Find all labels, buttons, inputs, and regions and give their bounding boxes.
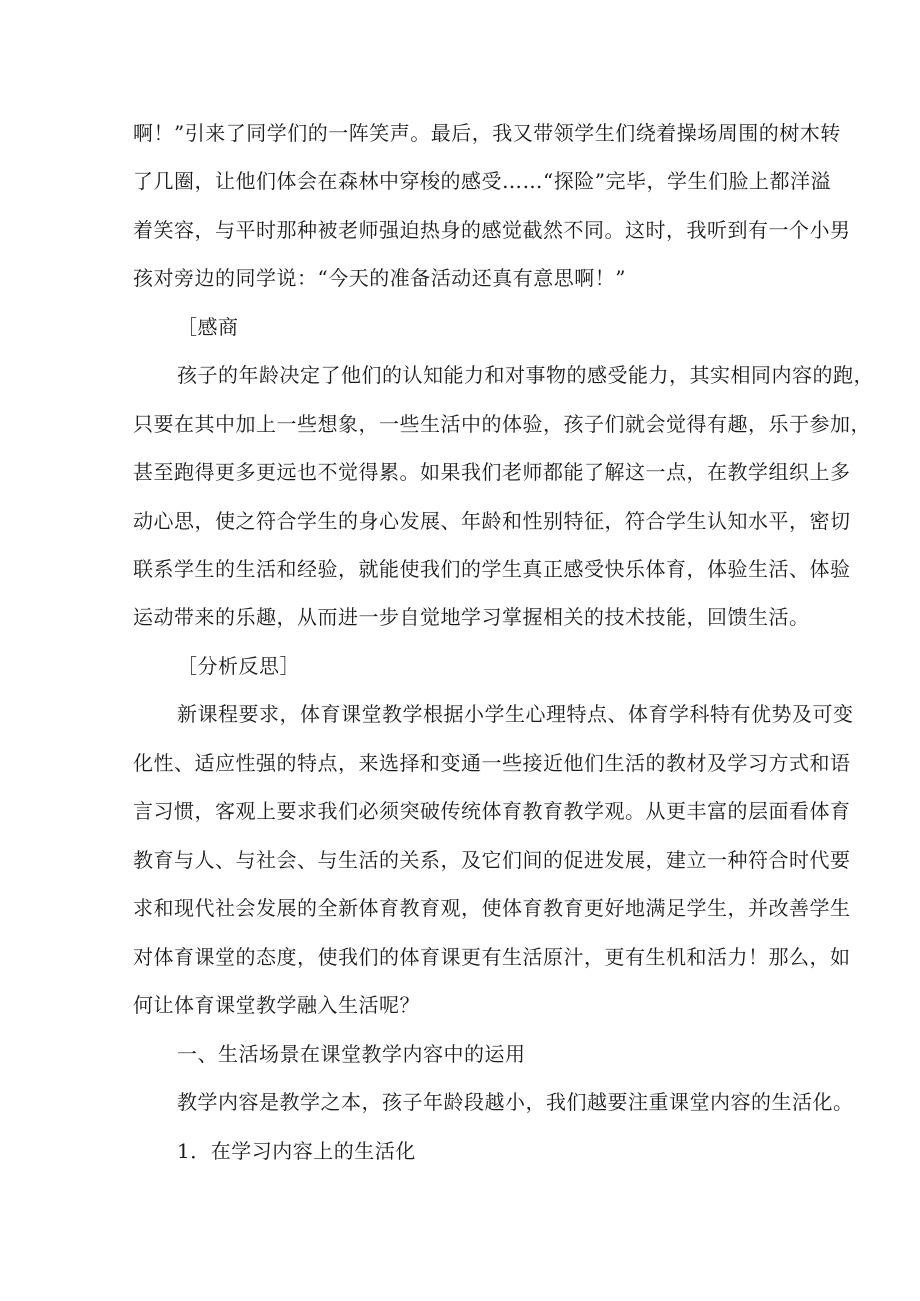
section-heading: ［感商 xyxy=(177,315,239,339)
paragraph-line: 孩子的年龄决定了他们的认知能力和对事物的感受能力，其实相同内容的跑， xyxy=(177,363,874,387)
paragraph-line: 着笑容，与平时那种被老师强迫热身的感觉截然不同。这时，我听到有一个小男 xyxy=(133,218,851,242)
paragraph-line: 运动带来的乐趣，从而进一步自觉地学习掌握相关的技术技能，回馈生活。 xyxy=(133,605,810,629)
subsection-heading: 1．在学习内容上的生活化 xyxy=(177,1139,416,1163)
paragraph-line: 何让体育课堂教学融入生活呢？ xyxy=(133,993,420,1017)
paragraph-line: 教学内容是教学之本，孩子年龄段越小，我们越要注重课堂内容的生活化。 xyxy=(177,1090,854,1114)
paragraph-line: 孩对旁边的同学说：“今天的准备活动还真有意思啊！” xyxy=(133,266,626,290)
paragraph-line: 教育与人、与社会、与生活的关系，及它们间的促进发展，建立一种符合时代要 xyxy=(133,848,851,872)
paragraph-line: 只要在其中加上一些想象，一些生活中的体验，孩子们就会觉得有趣，乐于参加， xyxy=(133,412,871,436)
paragraph-line: 对体育课堂的态度，使我们的体育课更有生活原汁，更有生机和活力！那么，如 xyxy=(133,945,851,969)
paragraph-line: 新课程要求，体育课堂教学根据小学生心理特点、体育学科特有优势及可变 xyxy=(177,702,854,726)
paragraph-line: 联系学生的生活和经验，就能使我们的学生真正感受快乐体育，体验生活、体验 xyxy=(133,557,851,581)
paragraph-line: 动心思，使之符合学生的身心发展、年龄和性别特征，符合学生认知水平，密切 xyxy=(133,509,851,533)
paragraph-line: 言习惯，客观上要求我们必须突破传统体育教育教学观。从更丰富的层面看体育 xyxy=(133,799,851,823)
section-heading: 一、生活场景在课堂教学内容中的运用 xyxy=(177,1042,526,1066)
paragraph-line: 啊！”引来了同学们的一阵笑声。最后，我又带领学生们绕着操场周围的树木转 xyxy=(133,121,841,145)
paragraph-line: 求和现代社会发展的全新体育教育观，使体育教育更好地满足学生，并改善学生 xyxy=(133,896,851,920)
section-heading: ［分析反思］ xyxy=(177,654,300,678)
paragraph-line: 了几圈，让他们体会在森林中穿梭的感受……“探险”完毕，学生们脸上都洋溢 xyxy=(133,169,831,193)
paragraph-line: 甚至跑得更多更远也不觉得累。如果我们老师都能了解这一点，在教学组织上多 xyxy=(133,460,851,484)
paragraph-line: 化性、适应性强的特点，来选择和变通一些接近他们生活的教材及学习方式和语 xyxy=(133,751,851,775)
